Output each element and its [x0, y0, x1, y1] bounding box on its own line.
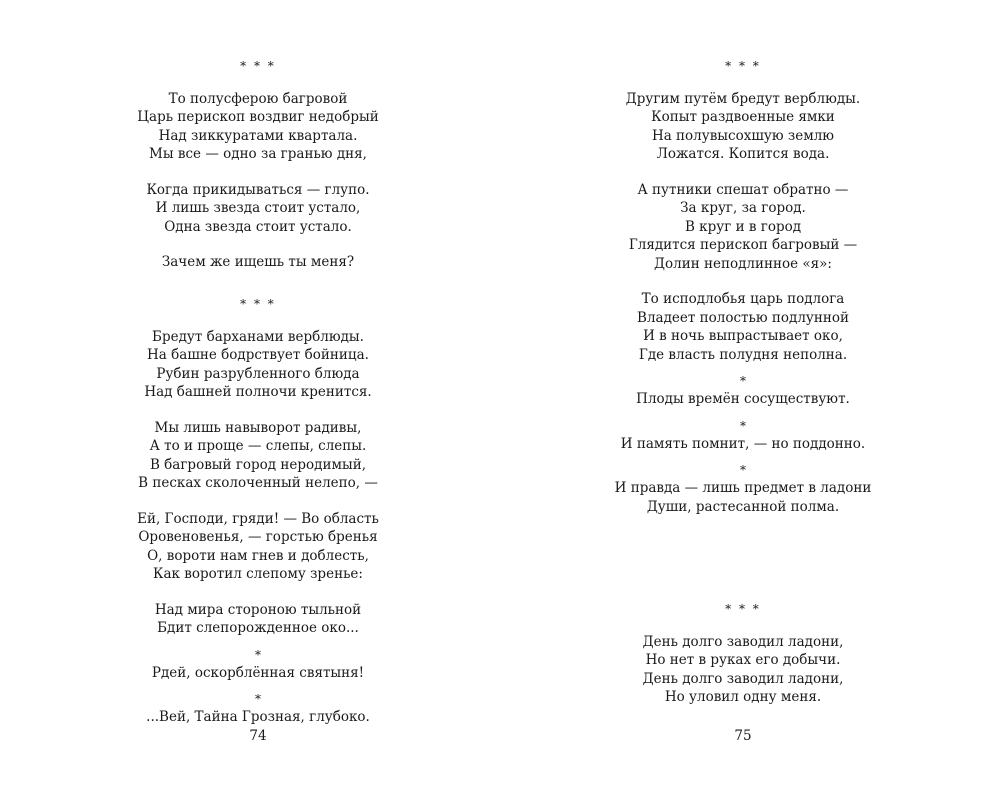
asterisk-divider: * — [740, 463, 746, 477]
poem-right-1 — [603, 57, 883, 516]
verse-line: Мы лишь навыворот радивы, — [154, 419, 362, 436]
verse-line: Бдит слепорожденное око... — [157, 620, 359, 636]
verse-line: Рубин разрубленного блюда — [156, 365, 360, 382]
verse-line: Оровеновенья, — горстью бренья — [138, 529, 378, 545]
verse-line: Над зиккуратами квартала. — [158, 127, 358, 144]
verse-line: В багровый город неродимый, — [149, 456, 367, 473]
verse-line: За круг, за город. — [680, 200, 806, 216]
verse-line: То исподлобья царь подлога — [641, 291, 845, 307]
asterisk-divider: * — [740, 418, 746, 433]
poem-left-2 — [118, 295, 398, 727]
verse-line: День долго заводил ладони, — [642, 633, 844, 650]
verse-line: И лишь звезда стоит устало, — [155, 200, 361, 216]
verse-line: Царь перископ воздвиг недобрый — [137, 109, 379, 125]
asterism: * * * — [240, 59, 276, 73]
asterisk-divider: * — [255, 692, 261, 706]
verse-line: Рдей, оскорблённая святыня! — [151, 664, 365, 681]
verse-line: А то и проще — слепы, слепы. — [149, 438, 367, 454]
verse-line: Над башней полночи кренится. — [144, 384, 372, 400]
verse-line: День долго заводил ладони, — [642, 670, 844, 687]
verse-line: Над мира стороною тыльной — [154, 601, 362, 618]
asterism: * * * — [725, 602, 761, 616]
verse-line: Где власть полудня неполна. — [638, 346, 848, 363]
verse-line: Ей, Господи, гряди! — Во область — [137, 510, 379, 527]
verse-line: Глядится перископ багровый — — [628, 237, 858, 253]
asterisk-divider: * — [740, 374, 746, 388]
verse-line: И память помнит, — но поддонно. — [620, 435, 866, 452]
verse-line: Как воротил слепому зренье: — [153, 566, 363, 582]
verse-line: Бредут барханами верблюды. — [152, 328, 364, 345]
verse-line: Одна звезда стоит устало. — [164, 218, 352, 235]
verse-line: И в ночь выпрастывает око, — [643, 328, 843, 344]
verse-line: Долин неподлинное «я»: — [654, 255, 832, 272]
verse-line: В песках сколоченный нелепо, — — [138, 475, 378, 491]
page-number: 75 — [734, 728, 752, 744]
verse-line: ...Вей, Тайна Грозная, глубоко. — [146, 709, 370, 725]
verse-line: Души, растесанной полма. — [646, 498, 840, 515]
verse-line: Плоды времён сосуществуют. — [636, 391, 850, 407]
verse-line: Когда прикидываться — глупо. — [146, 181, 370, 198]
verse-line: Мы все — одно за гранью дня, — [149, 146, 367, 162]
asterism: * * * — [725, 59, 761, 73]
asterism: * * * — [240, 297, 276, 311]
right-page — [603, 0, 883, 800]
verse-line: В круг и в город — [684, 218, 802, 235]
verse-line: То полусферою багровой — [168, 90, 348, 107]
page-number: 74 — [249, 728, 267, 744]
verse-line: Но уловил одну меня. — [664, 689, 822, 705]
verse-line: На башне бодрствует бойница. — [147, 347, 369, 363]
verse-line: И правда — лишь предмет в ладони — [614, 480, 872, 496]
poem-right-2 — [603, 600, 883, 707]
verse-line: А путники спешат обратно — — [637, 181, 849, 198]
verse-line: Но нет в руках его добычи. — [645, 652, 841, 668]
verse-line: Ложатся. Копится вода. — [656, 146, 830, 162]
verse-line: Зачем же ищешь ты меня? — [161, 254, 355, 270]
left-page — [118, 0, 398, 800]
verse-line: На полувысохшую землю — [651, 127, 835, 144]
verse-line: Владеет полостью подлунной — [637, 309, 849, 326]
verse-line: Копыт раздвоенные ямки — [651, 109, 835, 125]
poem-left-1 — [118, 57, 398, 272]
verse-line: О, вороти нам гнев и доблесть, — [147, 547, 369, 564]
asterisk-divider: * — [255, 647, 261, 662]
verse-line: Другим путём бредут верблюды. — [625, 90, 861, 107]
